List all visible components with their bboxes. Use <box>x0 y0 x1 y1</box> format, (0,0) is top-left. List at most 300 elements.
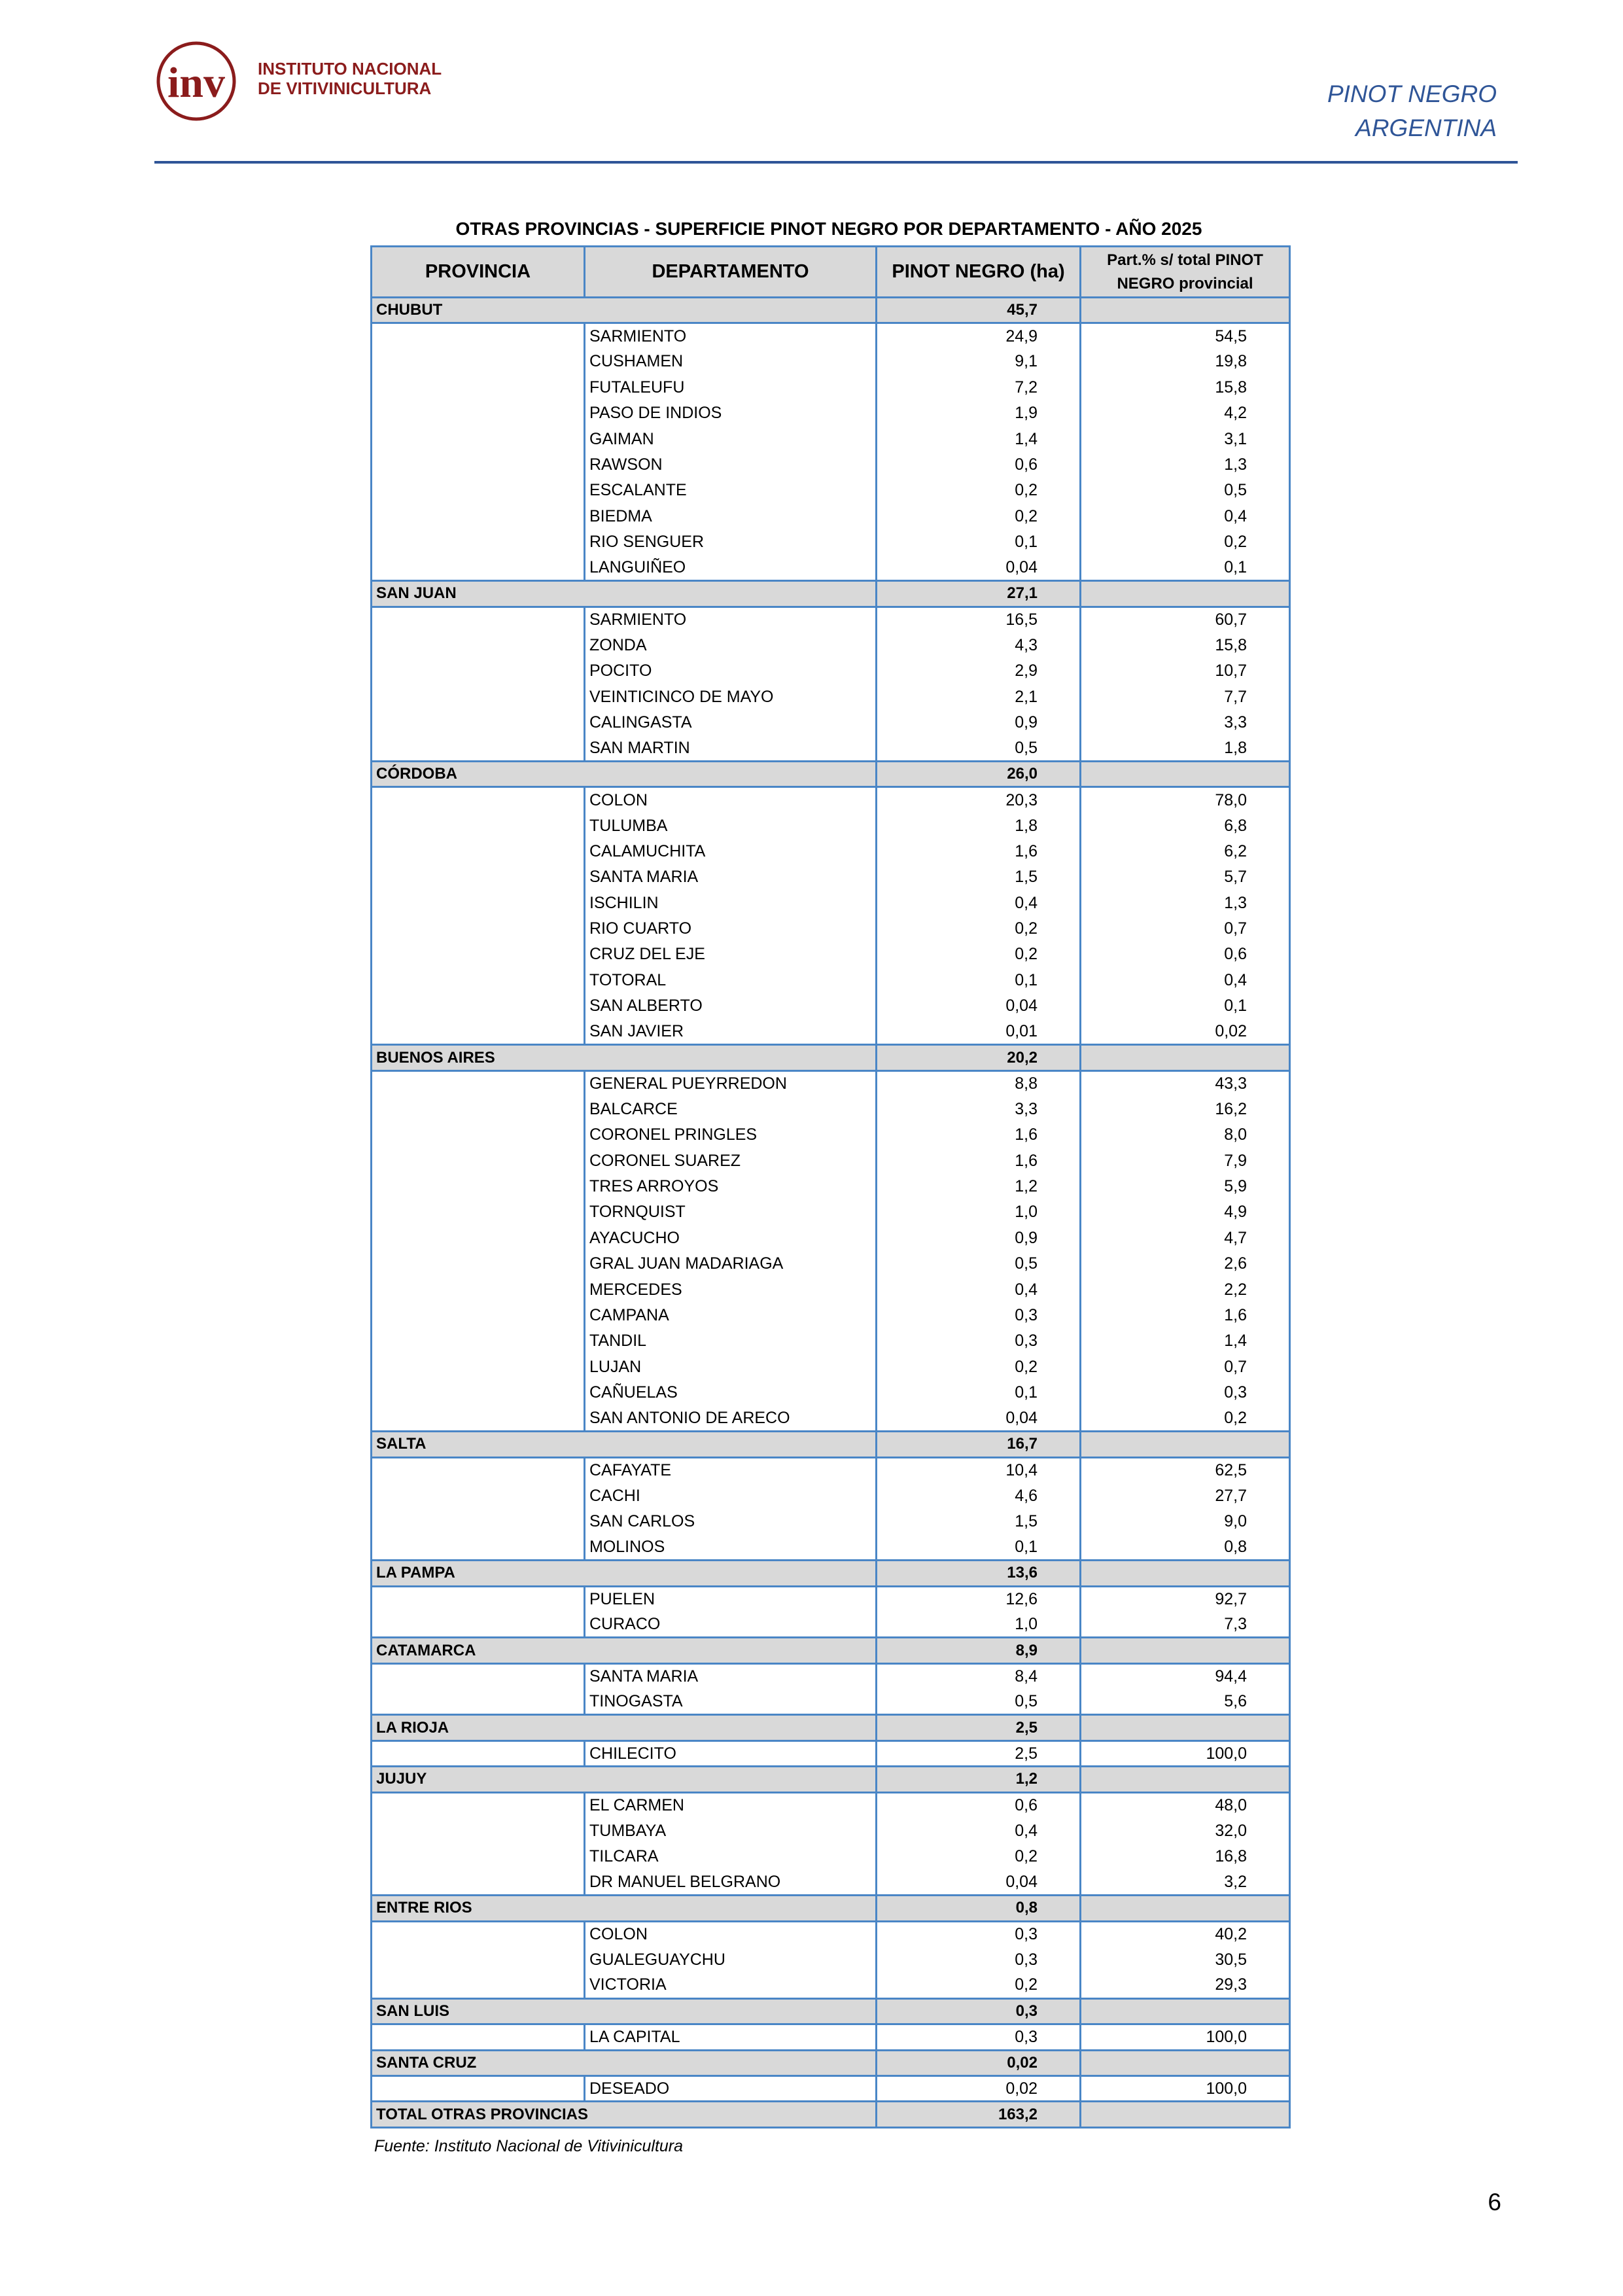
department-row <box>372 658 1290 684</box>
department-hectares: 0,5 <box>877 1251 1081 1277</box>
department-name: TORNQUIST <box>585 1199 877 1225</box>
department-hectares: 0,6 <box>877 452 1081 478</box>
department-hectares: 0,4 <box>877 1818 1081 1844</box>
province-cell-blank <box>372 1303 585 1328</box>
province-share-blank <box>1081 1638 1290 1663</box>
province-total: 13,6 <box>877 1561 1081 1586</box>
province-share-blank <box>1081 2050 1290 2075</box>
department-hectares: 1,6 <box>877 1122 1081 1148</box>
department-hectares: 4,6 <box>877 1483 1081 1508</box>
province-name: LA PAMPA <box>372 1561 877 1586</box>
department-hectares: 0,2 <box>877 504 1081 529</box>
department-share: 16,2 <box>1081 1097 1290 1122</box>
department-hectares: 0,2 <box>877 1354 1081 1380</box>
department-row <box>372 1612 1290 1637</box>
province-cell-blank <box>372 1019 585 1044</box>
department-share: 15,8 <box>1081 633 1290 658</box>
department-name: CAFAYATE <box>585 1457 877 1483</box>
province-cell-blank <box>372 1947 585 1973</box>
province-row <box>372 1998 1290 2024</box>
department-share: 100,0 <box>1081 1740 1290 1766</box>
department-hectares: 1,0 <box>877 1612 1081 1637</box>
province-cell-blank <box>372 1612 585 1637</box>
department-row <box>372 1354 1290 1380</box>
province-cell-blank <box>372 1277 585 1302</box>
department-hectares: 4,3 <box>877 633 1081 658</box>
province-name: CHUBUT <box>372 298 877 323</box>
province-cell-blank <box>372 1251 585 1277</box>
department-hectares: 0,1 <box>877 968 1081 993</box>
province-row <box>372 762 1290 787</box>
department-row <box>372 1869 1290 1895</box>
department-hectares: 10,4 <box>877 1457 1081 1483</box>
province-share-blank <box>1081 581 1290 607</box>
province-total: 45,7 <box>877 298 1081 323</box>
department-name: DESEADO <box>585 2075 877 2101</box>
department-share: 1,4 <box>1081 1328 1290 1354</box>
province-name: SAN LUIS <box>372 1998 877 2024</box>
province-share-blank <box>1081 1561 1290 1586</box>
province-cell-blank <box>372 504 585 529</box>
department-row <box>372 555 1290 580</box>
department-row <box>372 1226 1290 1251</box>
province-cell-blank <box>372 864 585 890</box>
province-row <box>372 1638 1290 1663</box>
header-divider <box>154 161 1518 164</box>
column-header-hectares: PINOT NEGRO (ha) <box>877 247 1081 298</box>
department-name: TILCARA <box>585 1844 877 1869</box>
logo-line-1: INSTITUTO NACIONAL <box>258 59 442 79</box>
province-name: CATAMARCA <box>372 1638 877 1663</box>
department-row <box>372 2024 1290 2050</box>
province-total: 8,9 <box>877 1638 1081 1663</box>
department-share: 0,6 <box>1081 942 1290 967</box>
department-row <box>372 529 1290 555</box>
province-total: 27,1 <box>877 581 1081 607</box>
department-name: CURACO <box>585 1612 877 1637</box>
department-row <box>372 1818 1290 1844</box>
department-row <box>372 1303 1290 1328</box>
province-row <box>372 1715 1290 1740</box>
department-row <box>372 813 1290 838</box>
department-share: 6,8 <box>1081 813 1290 838</box>
province-cell-blank <box>372 1509 585 1534</box>
department-name: DR MANUEL BELGRANO <box>585 1869 877 1895</box>
department-hectares: 0,9 <box>877 1226 1081 1251</box>
province-cell-blank <box>372 1457 585 1483</box>
province-cell-blank <box>372 1663 585 1689</box>
department-share: 9,0 <box>1081 1509 1290 1534</box>
province-cell-blank <box>372 1148 585 1173</box>
department-name: ESCALANTE <box>585 478 877 503</box>
department-name: SANTA MARIA <box>585 1663 877 1689</box>
department-hectares: 0,04 <box>877 993 1081 1019</box>
province-total: 0,8 <box>877 1896 1081 1921</box>
department-row <box>372 684 1290 709</box>
province-row <box>372 1432 1290 1457</box>
department-row <box>372 1509 1290 1534</box>
department-hectares: 2,1 <box>877 684 1081 709</box>
province-cell-blank <box>372 916 585 942</box>
province-row <box>372 581 1290 607</box>
province-cell-blank <box>372 1921 585 1947</box>
department-share: 0,5 <box>1081 478 1290 503</box>
province-row <box>372 1561 1290 1586</box>
department-hectares: 2,9 <box>877 658 1081 684</box>
department-hectares: 9,1 <box>877 349 1081 374</box>
department-row <box>372 478 1290 503</box>
province-name: ENTRE RIOS <box>372 1896 877 1921</box>
department-row <box>372 916 1290 942</box>
department-share: 5,6 <box>1081 1689 1290 1715</box>
province-cell-blank <box>372 349 585 374</box>
department-row <box>372 452 1290 478</box>
province-row <box>372 298 1290 323</box>
province-cell-blank <box>372 1973 585 1998</box>
department-name: CALINGASTA <box>585 710 877 735</box>
department-name: COLON <box>585 1921 877 1947</box>
department-share: 4,7 <box>1081 1226 1290 1251</box>
department-name: CHILECITO <box>585 1740 877 1766</box>
department-hectares: 12,6 <box>877 1586 1081 1612</box>
department-row <box>372 607 1290 632</box>
department-share: 7,7 <box>1081 684 1290 709</box>
department-row <box>372 1199 1290 1225</box>
department-hectares: 0,3 <box>877 1328 1081 1354</box>
department-row <box>372 1328 1290 1354</box>
province-cell-blank <box>372 684 585 709</box>
department-row <box>372 787 1290 813</box>
department-share: 4,2 <box>1081 400 1290 426</box>
department-name: VEINTICINCO DE MAYO <box>585 684 877 709</box>
department-share: 54,5 <box>1081 323 1290 349</box>
department-hectares: 1,8 <box>877 813 1081 838</box>
province-total: 20,2 <box>877 1045 1081 1070</box>
department-share: 15,8 <box>1081 375 1290 400</box>
logo-text <box>258 59 442 98</box>
province-share-blank <box>1081 1896 1290 1921</box>
province-cell-blank <box>372 400 585 426</box>
department-row <box>372 710 1290 735</box>
department-share: 43,3 <box>1081 1070 1290 1096</box>
province-total: 0,3 <box>877 1998 1081 2024</box>
department-row <box>372 1973 1290 1998</box>
province-share-blank <box>1081 298 1290 323</box>
department-hectares: 0,2 <box>877 1973 1081 1998</box>
total-row <box>372 2102 1290 2127</box>
department-name: BIEDMA <box>585 504 877 529</box>
department-name: SARMIENTO <box>585 607 877 632</box>
department-hectares: 0,3 <box>877 1921 1081 1947</box>
province-row <box>372 2050 1290 2075</box>
department-share: 60,7 <box>1081 607 1290 632</box>
department-name: TUMBAYA <box>585 1818 877 1844</box>
department-share: 0,4 <box>1081 968 1290 993</box>
province-cell-blank <box>372 1844 585 1869</box>
department-hectares: 0,2 <box>877 1844 1081 1869</box>
province-cell-blank <box>372 323 585 349</box>
province-cell-blank <box>372 1097 585 1122</box>
province-cell-blank <box>372 1792 585 1818</box>
department-share: 4,9 <box>1081 1199 1290 1225</box>
department-name: CACHI <box>585 1483 877 1508</box>
province-cell-blank <box>372 735 585 761</box>
surface-table <box>370 245 1291 2128</box>
department-row <box>372 323 1290 349</box>
department-name: EL CARMEN <box>585 1792 877 1818</box>
department-row <box>372 1174 1290 1199</box>
table-title: OTRAS PROVINCIAS - SUPERFICIE PINOT NEGRO POR DEPARTAMENTO - AÑO 2025 <box>455 219 1202 239</box>
department-row <box>372 349 1290 374</box>
department-share: 27,7 <box>1081 1483 1290 1508</box>
department-share: 40,2 <box>1081 1921 1290 1947</box>
department-share: 48,0 <box>1081 1792 1290 1818</box>
department-row <box>372 1380 1290 1405</box>
province-cell-blank <box>372 1199 585 1225</box>
province-row <box>372 1767 1290 1792</box>
department-row <box>372 1689 1290 1715</box>
department-share: 7,9 <box>1081 1148 1290 1173</box>
department-share: 10,7 <box>1081 658 1290 684</box>
province-cell-blank <box>372 1122 585 1148</box>
department-name: TINOGASTA <box>585 1689 877 1715</box>
province-share-blank <box>1081 1715 1290 1740</box>
province-name: SAN JUAN <box>372 581 877 607</box>
department-name: CORONEL SUAREZ <box>585 1148 877 1173</box>
department-hectares: 1,6 <box>877 839 1081 864</box>
province-cell-blank <box>372 710 585 735</box>
province-cell-blank <box>372 1586 585 1612</box>
department-row <box>372 1405 1290 1431</box>
department-row <box>372 942 1290 967</box>
department-name: ZONDA <box>585 633 877 658</box>
department-share: 2,6 <box>1081 1251 1290 1277</box>
department-name: GRAL JUAN MADARIAGA <box>585 1251 877 1277</box>
department-hectares: 0,3 <box>877 2024 1081 2050</box>
department-share: 0,1 <box>1081 993 1290 1019</box>
department-hectares: 0,1 <box>877 529 1081 555</box>
department-share: 1,3 <box>1081 890 1290 915</box>
department-share: 3,2 <box>1081 1869 1290 1895</box>
department-hectares: 0,1 <box>877 1380 1081 1405</box>
department-name: GUALEGUAYCHU <box>585 1947 877 1973</box>
province-cell-blank <box>372 555 585 580</box>
province-cell-blank <box>372 839 585 864</box>
department-name: PUELEN <box>585 1586 877 1612</box>
department-hectares: 2,5 <box>877 1740 1081 1766</box>
department-row <box>372 1586 1290 1612</box>
department-share: 1,8 <box>1081 735 1290 761</box>
department-hectares: 0,5 <box>877 1689 1081 1715</box>
province-cell-blank <box>372 2024 585 2050</box>
province-cell-blank <box>372 1380 585 1405</box>
document-header-title <box>1327 77 1497 145</box>
department-share: 3,1 <box>1081 426 1290 451</box>
department-share: 3,3 <box>1081 710 1290 735</box>
province-cell-blank <box>372 1869 585 1895</box>
department-row <box>372 1148 1290 1173</box>
department-share: 0,1 <box>1081 555 1290 580</box>
department-share: 0,2 <box>1081 1405 1290 1431</box>
department-share: 94,4 <box>1081 1663 1290 1689</box>
province-total: 1,2 <box>877 1767 1081 1792</box>
department-share: 78,0 <box>1081 787 1290 813</box>
department-hectares: 0,04 <box>877 1869 1081 1895</box>
province-cell-blank <box>372 1174 585 1199</box>
department-row <box>372 1740 1290 1766</box>
province-cell-blank <box>372 1689 585 1715</box>
department-name: RAWSON <box>585 452 877 478</box>
department-name: SANTA MARIA <box>585 864 877 890</box>
province-cell-blank <box>372 633 585 658</box>
department-name: TANDIL <box>585 1328 877 1354</box>
department-hectares: 0,2 <box>877 916 1081 942</box>
department-share: 8,0 <box>1081 1122 1290 1148</box>
department-row <box>372 839 1290 864</box>
department-hectares: 7,2 <box>877 375 1081 400</box>
department-hectares: 1,6 <box>877 1148 1081 1173</box>
department-name: BALCARCE <box>585 1097 877 1122</box>
department-row <box>372 400 1290 426</box>
department-hectares: 0,01 <box>877 1019 1081 1044</box>
department-hectares: 8,8 <box>877 1070 1081 1096</box>
department-row <box>372 993 1290 1019</box>
department-name: TOTORAL <box>585 968 877 993</box>
department-hectares: 20,3 <box>877 787 1081 813</box>
department-share: 5,9 <box>1081 1174 1290 1199</box>
province-cell-blank <box>372 478 585 503</box>
department-row <box>372 968 1290 993</box>
province-cell-blank <box>372 813 585 838</box>
department-row <box>372 735 1290 761</box>
province-name: SANTA CRUZ <box>372 2050 877 2075</box>
department-share: 1,6 <box>1081 1303 1290 1328</box>
province-cell-blank <box>372 452 585 478</box>
department-name: SAN ALBERTO <box>585 993 877 1019</box>
department-name: SAN MARTIN <box>585 735 877 761</box>
department-share: 0,4 <box>1081 504 1290 529</box>
province-cell-blank <box>372 993 585 1019</box>
department-name: COLON <box>585 787 877 813</box>
province-row <box>372 1896 1290 1921</box>
department-share: 6,2 <box>1081 839 1290 864</box>
province-cell-blank <box>372 1534 585 1560</box>
column-header-provincia: PROVINCIA <box>372 247 585 298</box>
department-hectares: 0,1 <box>877 1534 1081 1560</box>
department-share: 0,3 <box>1081 1380 1290 1405</box>
province-cell-blank <box>372 1483 585 1508</box>
province-name: BUENOS AIRES <box>372 1045 877 1070</box>
department-hectares: 0,04 <box>877 1405 1081 1431</box>
department-share: 2,2 <box>1081 1277 1290 1302</box>
department-row <box>372 1483 1290 1508</box>
department-name: VICTORIA <box>585 1973 877 1998</box>
department-share: 0,2 <box>1081 529 1290 555</box>
department-name: ISCHILIN <box>585 890 877 915</box>
province-cell-blank <box>372 529 585 555</box>
table-body <box>372 298 1290 2128</box>
page-number: 6 <box>1488 2189 1501 2216</box>
province-share-blank <box>1081 1998 1290 2024</box>
province-cell-blank <box>372 1070 585 1096</box>
province-cell-blank <box>372 968 585 993</box>
department-hectares: 1,4 <box>877 426 1081 451</box>
department-row <box>372 1534 1290 1560</box>
column-header-share: Part.% s/ total PINOT NEGRO provincial <box>1081 247 1290 298</box>
department-name: TRES ARROYOS <box>585 1174 877 1199</box>
logo-line-2: DE VITIVINICULTURA <box>258 79 432 98</box>
province-cell-blank <box>372 607 585 632</box>
department-name: SARMIENTO <box>585 323 877 349</box>
province-total: 0,02 <box>877 2050 1081 2075</box>
department-name: SAN JAVIER <box>585 1019 877 1044</box>
department-row <box>372 426 1290 451</box>
department-row <box>372 1251 1290 1277</box>
department-hectares: 1,5 <box>877 864 1081 890</box>
department-hectares: 0,2 <box>877 478 1081 503</box>
department-row <box>372 1792 1290 1818</box>
province-share-blank <box>1081 1432 1290 1457</box>
department-share: 0,02 <box>1081 1019 1290 1044</box>
province-cell-blank <box>372 426 585 451</box>
department-hectares: 0,6 <box>877 1792 1081 1818</box>
department-share: 16,8 <box>1081 1844 1290 1869</box>
department-name: GENERAL PUEYRREDON <box>585 1070 877 1096</box>
province-name: JUJUY <box>372 1767 877 1792</box>
department-share: 7,3 <box>1081 1612 1290 1637</box>
department-row <box>372 375 1290 400</box>
department-name: CAÑUELAS <box>585 1380 877 1405</box>
department-hectares: 0,5 <box>877 735 1081 761</box>
department-name: SAN ANTONIO DE ARECO <box>585 1405 877 1431</box>
total-label: TOTAL OTRAS PROVINCIAS <box>372 2102 877 2127</box>
department-row <box>372 890 1290 915</box>
province-cell-blank <box>372 1740 585 1766</box>
department-share: 1,3 <box>1081 452 1290 478</box>
department-row <box>372 504 1290 529</box>
department-hectares: 0,3 <box>877 1947 1081 1973</box>
total-value: 163,2 <box>877 2102 1081 2127</box>
province-row <box>372 1045 1290 1070</box>
department-name: GAIMAN <box>585 426 877 451</box>
province-share-blank <box>1081 762 1290 787</box>
department-share: 30,5 <box>1081 1947 1290 1973</box>
department-row <box>372 1663 1290 1689</box>
department-name: LANGUIÑEO <box>585 555 877 580</box>
department-name: MERCEDES <box>585 1277 877 1302</box>
province-name: SALTA <box>372 1432 877 1457</box>
department-name: TULUMBA <box>585 813 877 838</box>
province-cell-blank <box>372 942 585 967</box>
province-cell-blank <box>372 1226 585 1251</box>
department-name: PASO DE INDIOS <box>585 400 877 426</box>
department-row <box>372 1844 1290 1869</box>
department-row <box>372 2075 1290 2101</box>
department-share: 5,7 <box>1081 864 1290 890</box>
department-share: 0,7 <box>1081 1354 1290 1380</box>
source-note: Fuente: Instituto Nacional de Vitivinicultura <box>374 2137 684 2155</box>
province-name: LA RIOJA <box>372 1715 877 1740</box>
department-hectares: 1,9 <box>877 400 1081 426</box>
department-hectares: 24,9 <box>877 323 1081 349</box>
province-cell-blank <box>372 890 585 915</box>
department-hectares: 1,2 <box>877 1174 1081 1199</box>
svg-text:inv: inv <box>167 59 226 107</box>
department-share: 100,0 <box>1081 2024 1290 2050</box>
department-share: 19,8 <box>1081 349 1290 374</box>
department-row <box>372 1457 1290 1483</box>
department-share: 100,0 <box>1081 2075 1290 2101</box>
